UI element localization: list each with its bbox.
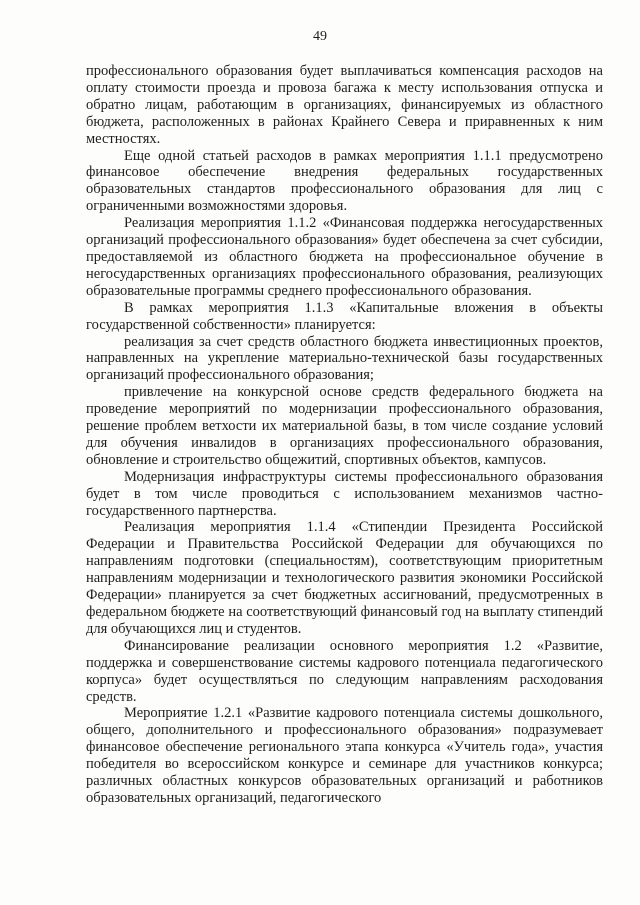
paragraph-measure-1-1-2: Реализация мероприятия 1.1.2 «Финансовая поддержка негосударственных организаций профессионального образования» будет обеспечена за счет субсидии, предоставляемой из областного бюджета на профессиональное обучение в негосударственных организациях профессионального образования, реализующих образовательные программы среднего профессионального образования. — [86, 215, 603, 299]
document-body — [86, 63, 603, 807]
paragraph-measure-1-1-4: Реализация мероприятия 1.1.4 «Стипендии Президента Российской Федерации и Правительства Российской Федерации для обучающихся по направлениям подготовки (специальностям), соответствующим приоритетным направлениям модернизации и технологического развития экономики Российской Федерации» планируется за счет бюджетных ассигнований, предусмотренных в федеральном бюджете на соответствующий финансовый год на выплату стипендий для обучающихся лиц и студентов. — [86, 519, 603, 637]
paragraph-measure-1-1-3: В рамках мероприятия 1.1.3 «Капитальные вложения в объекты государственной собственности» планируется: — [86, 299, 603, 333]
paragraph-measure-1-2: Финансирование реализации основного мероприятия 1.2 «Развитие, поддержка и совершенствование системы кадрового потенциала педагогического корпуса» будет осуществляться по следующим направлениям расходования средств. — [86, 637, 603, 705]
paragraph-continuation: профессионального образования будет выплачиваться компенсация расходов на оплату стоимости проезда и провоза багажа к месту использования отпуска и обратно лицам, работающим в организациях, финансируемых из областного бюджета, расположенных в районах Крайнего Севера и приравненных к ним местностях. — [86, 63, 603, 147]
page-number: 49 — [313, 29, 327, 44]
paragraph-list-item-2: привлечение на конкурсной основе средств федерального бюджета на проведение мероприятий по модернизации профессионального образования, решение проблем ветхости их материальной базы, в том числе создание условий для обучения инвалидов в организациях профессионального образования, обновление и строительство общежитий, спортивных объектов, кампусов. — [86, 384, 603, 468]
paragraph-measure-1-2-1: Мероприятие 1.2.1 «Развитие кадрового потенциала системы дошкольного, общего, дополнительного и профессионального образования» подразумевает финансовое обеспечение регионального этапа конкурса «Учитель года», участия победителя во всероссийском конкурсе и семинаре для участников конкурса; различных областных конкурсов образовательных организаций и работников образовательных организаций, педагогического — [86, 705, 603, 806]
paragraph-modernization: Модернизация инфраструктуры системы профессионального образования будет в том числе проводиться с использованием механизмов частно-государственного партнерства. — [86, 468, 603, 519]
paragraph-measure-1-1-1: Еще одной статьей расходов в рамках мероприятия 1.1.1 предусмотрено финансовое обеспечение внедрения федеральных государственных образовательных стандартов профессионального образования для лиц с ограниченными возможностями здоровья. — [86, 147, 603, 215]
paragraph-list-item-1: реализация за счет средств областного бюджета инвестиционных проектов, направленных на укрепление материально-технической базы государственных организаций профессионального образования; — [86, 333, 603, 384]
